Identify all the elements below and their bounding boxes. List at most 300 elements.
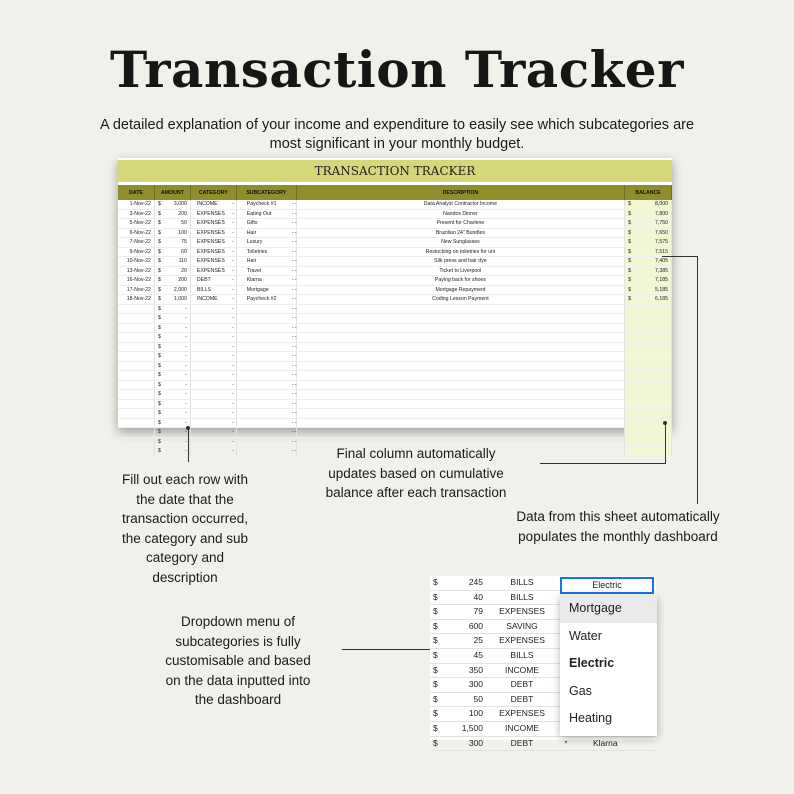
dropdown-arrow-icon[interactable]: - [291,315,294,321]
cell-description[interactable] [294,257,625,266]
connector-dot [186,426,190,430]
dropdown-option[interactable]: Electric [569,656,615,670]
table-row [118,381,672,391]
cell-date[interactable] [118,305,155,314]
cell-amount[interactable] [155,400,191,409]
dropdown-arrow-icon[interactable]: - [291,258,294,264]
cell-description[interactable] [294,295,625,304]
cell-balance [625,305,672,314]
annotation-line: subcategories is fully [175,633,301,649]
dropdown-arrow-icon[interactable]: ▾ [564,739,568,746]
dropdown-arrow-icon[interactable]: - [294,391,297,397]
connector-line [665,424,666,464]
dropdown-arrow-icon[interactable]: - [294,277,297,283]
table-row [118,276,672,286]
cell-subcategory[interactable] [237,447,297,456]
cell-description[interactable] [294,352,625,361]
cell-balance [625,400,672,409]
dropdown-arrow-icon[interactable]: - [291,400,294,407]
dropdown-arrow-icon[interactable]: - [232,343,234,350]
cell-date[interactable]: 7-Nov-22 [118,238,155,247]
dropdown-arrow-icon[interactable]: - [232,353,234,359]
dropdown-arrow-icon[interactable]: - [291,267,294,274]
cell-date[interactable] [118,390,155,399]
cell-subcategory[interactable] [237,238,297,247]
cell-amount[interactable] [155,257,191,266]
dropdown-arrow-icon[interactable]: - [291,239,294,245]
subcategory-value: Klarna [246,277,262,283]
cell-subcategory[interactable] [237,333,297,342]
dropdown-arrow-icon[interactable]: - [294,448,297,454]
cell-category[interactable] [191,200,237,209]
dropdown-arrow-icon[interactable]: - [291,372,294,378]
dropdown-arrow-icon[interactable]: - [291,419,294,426]
description-value: Coding Lesson Payment [432,296,489,302]
subcategory-select-field[interactable]: Electric [560,577,654,594]
currency-symbol: $ [157,372,161,378]
cell-category[interactable] [191,352,237,361]
dropdown-arrow-icon[interactable]: - [232,429,234,435]
cell-date[interactable] [118,447,155,456]
cell-subcategory[interactable] [237,267,297,276]
cell-subcategory[interactable] [237,409,297,418]
category-value: EXPENSES [196,258,225,264]
cell-description[interactable] [294,409,625,418]
dropdown-arrow-icon[interactable]: - [232,201,234,207]
dropdown-arrow-icon[interactable]: - [232,229,234,236]
cell-category[interactable] [191,409,237,418]
dropdown-arrow-icon[interactable]: - [232,220,234,226]
dropdown-arrow-icon[interactable]: - [294,229,297,236]
amount-value: 2,000 [173,286,187,293]
subcategory-value: Paycheck #1 [246,201,277,207]
amount-value: 79 [473,606,483,617]
dropdown-arrow-icon[interactable]: - [291,220,294,226]
table-row [118,314,672,324]
cell-amount[interactable] [155,248,191,257]
cell-category[interactable] [191,276,237,285]
balance-value: 6,185 [655,296,668,302]
currency-symbol: $ [628,248,631,255]
dropdown-arrow-icon[interactable]: - [291,277,294,283]
cell-amount[interactable] [155,295,191,304]
cell-description[interactable] [294,219,625,228]
cell-subcategory[interactable] [237,314,297,323]
cell-amount[interactable] [155,390,191,399]
table-row [118,210,672,220]
cell-description[interactable] [294,390,625,399]
cell-category[interactable] [191,286,237,295]
dropdown-arrow-icon[interactable]: - [294,324,297,331]
dropdown-arrow-icon[interactable]: - [232,286,234,293]
annotation-fill-rows [90,470,280,587]
currency-symbol: $ [433,606,438,617]
amount-value: - [185,438,187,445]
currency-symbol: $ [157,286,161,293]
dropdown-arrow-icon[interactable]: - [294,429,297,435]
cell-date[interactable] [118,438,155,447]
subcategory-value: Luxury [246,239,263,245]
cell-category[interactable] [191,381,237,390]
dropdown-arrow-icon[interactable]: - [232,400,234,407]
dropdown-arrow-icon[interactable]: - [232,239,234,245]
amount-value: 100 [468,708,483,719]
dropdown-arrow-icon[interactable]: - [232,248,234,255]
dropdown-arrow-icon[interactable]: - [294,239,297,245]
dropdown-arrow-icon[interactable]: - [232,277,234,283]
currency-symbol: $ [433,649,438,660]
cell-amount[interactable] [155,219,191,228]
dropdown-arrow-icon[interactable]: - [232,267,234,274]
dropdown-arrow-icon[interactable]: - [294,438,297,445]
cell-amount[interactable] [155,276,191,285]
cell-amount[interactable] [155,305,191,314]
cell-subcategory[interactable] [237,352,297,361]
amount-value: - [185,343,187,350]
cell-category[interactable] [191,238,237,247]
cell-description[interactable] [294,400,625,409]
cell-description[interactable] [294,333,625,342]
cell-category[interactable] [191,428,237,437]
cell-amount[interactable] [155,409,191,418]
cell-balance [625,286,672,295]
cell-category[interactable] [191,248,237,257]
cell-description[interactable] [294,238,625,247]
cell-description[interactable] [294,267,625,276]
cell-amount[interactable] [155,229,191,238]
cell-amount[interactable] [155,238,191,247]
page-title: Transaction Tracker [110,40,684,99]
cell-date[interactable]: 9-Nov-22 [118,248,155,257]
currency-symbol: $ [157,201,161,207]
dropdown-arrow-icon[interactable]: - [291,448,294,454]
cell-date[interactable] [118,419,155,428]
description-value: Paying back for shoes [434,277,486,283]
cell-category[interactable] [191,419,237,428]
dropdown-arrow-icon[interactable]: - [291,248,294,255]
cell-subcategory[interactable] [237,210,297,219]
cell-description[interactable] [294,381,625,390]
dropdown-arrow-icon[interactable]: - [291,391,294,397]
cell-subcategory[interactable] [237,276,297,285]
table-row [118,390,672,400]
cell-date[interactable] [118,352,155,361]
cell-amount[interactable] [155,333,191,342]
category-value: EXPENSES [196,267,225,274]
dropdown-arrow-icon[interactable]: - [294,353,297,359]
dropdown-arrow-icon[interactable]: - [232,296,234,302]
dropdown-arrow-icon[interactable]: - [232,372,234,378]
balance-value: 7,800 [655,210,668,217]
cell-description[interactable] [294,314,625,323]
cell-description[interactable] [294,248,625,257]
category-value: INCOME [196,296,218,302]
cell-amount[interactable] [155,200,191,209]
cell-category[interactable] [191,343,237,352]
currency-symbol: $ [157,248,161,255]
cell-description[interactable] [294,200,625,209]
cell-description[interactable] [294,276,625,285]
amount-value: - [185,372,187,378]
cell-date[interactable]: 3-Nov-22 [118,210,155,219]
cell-amount[interactable] [155,438,191,447]
dropdown-arrow-icon[interactable]: - [291,334,294,340]
table-row [118,428,672,438]
cell-amount[interactable] [155,381,191,390]
cell-subcategory[interactable] [237,438,297,447]
dropdown-arrow-icon[interactable]: - [291,201,294,207]
amount-value: 110 [178,258,187,264]
cell-description[interactable] [294,343,625,352]
cell-amount[interactable] [155,324,191,333]
dropdown-arrow-icon[interactable]: - [294,400,297,407]
cell-date[interactable] [118,400,155,409]
dropdown-arrow-icon[interactable]: - [291,305,294,312]
cell-subcategory[interactable] [237,400,297,409]
dropdown-arrow-icon[interactable]: - [232,362,234,369]
subcategory-value: Travel [246,267,262,274]
dropdown-arrow-icon[interactable]: - [294,343,297,350]
cell-subcategory[interactable] [237,295,297,304]
cell-subcategory[interactable] [237,248,297,257]
cell-balance [625,333,672,342]
cell-category[interactable] [191,400,237,409]
subcategory-dropdown-menu[interactable] [560,595,657,736]
cell-date[interactable] [118,409,155,418]
table-row [118,219,672,229]
dropdown-option[interactable]: Heating [569,711,613,725]
dropdown-arrow-icon[interactable]: - [232,258,234,264]
cell-description[interactable] [294,428,625,437]
sheet-header-row [118,185,672,200]
cell-subcategory[interactable] [237,371,297,380]
dropdown-arrow-icon[interactable]: - [232,315,234,321]
cell-category[interactable] [191,447,237,456]
cell-category[interactable] [191,219,237,228]
currency-symbol: $ [157,448,161,454]
category-value: DEBT [510,679,534,690]
description-value: Brazilian 24" Bundles [435,229,485,236]
description-value: Silk press and hair dye [434,258,487,264]
dropdown-arrow-icon[interactable]: - [232,381,234,388]
cell-date[interactable]: 1-Nov-22 [118,200,155,209]
dropdown-arrow-icon[interactable]: - [232,448,234,454]
cell-date[interactable]: 16-Nov-22 [118,276,155,285]
dropdown-arrow-icon[interactable]: - [294,334,297,340]
cell-description[interactable] [294,419,625,428]
cell-date[interactable]: 5-Nov-22 [118,219,155,228]
cell-date[interactable] [118,324,155,333]
cell-subcategory[interactable] [237,381,297,390]
cell-category[interactable] [191,314,237,323]
dropdown-arrow-icon[interactable]: - [232,210,234,217]
cell-amount[interactable] [155,267,191,276]
cell-date[interactable] [118,314,155,323]
dropdown-arrow-icon[interactable]: - [291,438,294,445]
amount-value: 100 [178,229,187,236]
annotation-line: on the data inputted into [165,672,311,688]
dropdown-arrow-icon[interactable]: - [294,381,297,388]
cell-description[interactable] [294,371,625,380]
dropdown-arrow-icon[interactable]: - [291,210,294,217]
annotation-data-populates [494,507,742,546]
dropdown-arrow-icon[interactable]: - [294,220,297,226]
cell-category[interactable] [191,257,237,266]
amount-value: 25 [473,635,483,646]
cell-subcategory[interactable] [237,257,297,266]
table-row [118,295,672,305]
dropdown-arrow-icon[interactable]: - [291,429,294,435]
dropdown-arrow-icon[interactable]: - [232,334,234,340]
dropdown-arrow-icon[interactable]: - [291,324,294,331]
cell-amount[interactable] [155,314,191,323]
cell-category[interactable] [191,438,237,447]
dropdown-arrow-icon[interactable]: - [232,410,234,416]
category-value: DEBT [510,693,534,704]
cell-subcategory[interactable] [237,419,297,428]
dropdown-arrow-icon[interactable]: - [232,419,234,426]
cell-date[interactable] [118,428,155,437]
dropdown-arrow-icon[interactable]: - [232,391,234,397]
dropdown-arrow-icon[interactable]: - [294,372,297,378]
currency-symbol: $ [628,258,631,264]
dropdown-arrow-icon[interactable]: - [294,210,297,217]
dropdown-arrow-icon[interactable]: - [232,305,234,312]
cell-description[interactable] [294,324,625,333]
dropdown-arrow-icon[interactable]: - [291,362,294,369]
table-row [118,257,672,267]
dropdown-arrow-icon[interactable]: - [291,286,294,293]
cell-subcategory[interactable] [237,362,297,371]
dropdown-arrow-icon[interactable]: - [294,419,297,426]
cell-amount[interactable] [155,352,191,361]
cell-date[interactable]: 13-Nov-22 [118,267,155,276]
cell-description[interactable] [294,305,625,314]
currency-symbol: $ [628,286,631,293]
dropdown-arrow-icon[interactable]: - [294,267,297,274]
cell-subcategory[interactable] [237,428,297,437]
annotation-line: the date that the [136,491,234,507]
dropdown-arrow-icon[interactable]: - [294,258,297,264]
cell-date[interactable]: 6-Nov-22 [118,229,155,238]
dropdown-arrow-icon[interactable]: - [294,296,297,302]
balance-value: 7,650 [655,229,668,236]
currency-symbol: $ [157,305,161,312]
cell-date[interactable] [118,381,155,390]
cell-category[interactable] [191,362,237,371]
table-row [118,400,672,410]
currency-symbol: $ [433,620,438,631]
cell-date[interactable]: 17-Nov-22 [118,286,155,295]
cell-balance [625,210,672,219]
annotation-line: balance after each transaction [325,485,507,500]
cell-amount[interactable] [155,210,191,219]
dropdown-arrow-icon[interactable]: - [291,343,294,350]
currency-symbol: $ [157,210,161,217]
cell-category[interactable] [191,371,237,380]
category-value: BILLS [510,577,534,587]
cell-amount[interactable] [155,362,191,371]
table-row [118,409,672,419]
cell-amount[interactable] [155,447,191,456]
cell-category[interactable] [191,210,237,219]
dropdown-arrow-icon[interactable]: - [291,296,294,302]
cell-description[interactable] [294,229,625,238]
dropdown-arrow-icon[interactable]: - [291,410,294,416]
currency-symbol: $ [157,239,161,245]
dropdown-option[interactable]: Gas [569,683,592,698]
cell-category[interactable] [191,229,237,238]
dropdown-arrow-icon[interactable]: - [294,305,297,312]
dropdown-arrow-icon[interactable]: - [232,438,234,445]
cell-date[interactable] [118,343,155,352]
cell-subcategory[interactable] [237,200,297,209]
connector-dot [663,421,667,425]
cell-subcategory[interactable] [237,305,297,314]
cell-description[interactable] [294,362,625,371]
dropdown-arrow-icon[interactable]: - [294,410,297,416]
balance-value: 7,385 [655,267,668,274]
cell-subcategory[interactable] [237,229,297,238]
dropdown-arrow-icon[interactable]: - [291,353,294,359]
cell-category[interactable] [191,295,237,304]
dropdown-arrow-icon[interactable]: - [232,324,234,331]
cell-amount[interactable] [155,371,191,380]
cell-category[interactable] [191,324,237,333]
cell-category[interactable] [191,333,237,342]
cell-subcategory[interactable] [237,390,297,399]
cell-amount[interactable] [155,343,191,352]
cell-description[interactable] [294,210,625,219]
cell-category[interactable] [191,390,237,399]
amount-value: - [185,419,187,426]
cell-category[interactable] [191,305,237,314]
balance-value: 7,750 [655,220,668,226]
cell-date[interactable]: 18-Nov-22 [118,295,155,304]
cell-category[interactable] [191,267,237,276]
currency-symbol: $ [157,391,161,397]
cell-balance [625,200,672,209]
cell-subcategory[interactable] [237,286,297,295]
cell-description[interactable] [294,286,625,295]
currency-symbol: $ [433,708,438,719]
dropdown-arrow-icon[interactable]: - [294,201,297,207]
dropdown-arrow-icon[interactable]: - [294,286,297,293]
dropdown-option[interactable]: Mortgage [560,595,657,623]
dropdown-arrow-icon[interactable]: - [294,315,297,321]
dropdown-arrow-icon[interactable]: - [294,362,297,369]
cell-amount[interactable] [155,286,191,295]
dropdown-arrow-icon[interactable]: - [294,248,297,255]
currency-symbol: $ [157,334,161,340]
dropdown-arrow-icon[interactable]: - [291,229,294,236]
cell-date[interactable]: 10-Nov-22 [118,257,155,266]
annotation-line: Dropdown menu of [180,614,296,629]
cell-date[interactable] [118,371,155,380]
currency-symbol: $ [433,635,438,646]
cell-subcategory[interactable] [237,219,297,228]
header-date: DATE [118,185,155,200]
amount-value: - [185,315,187,321]
currency-symbol: $ [157,410,161,416]
subcategory-value: Gifts [246,220,258,226]
cell-date[interactable] [118,333,155,342]
dropdown-arrow-icon[interactable]: - [291,381,294,388]
dropdown-option[interactable]: Water [569,628,602,643]
cell-subcategory[interactable] [237,343,297,352]
cell-subcategory[interactable] [237,324,297,333]
cell-date[interactable] [118,362,155,371]
